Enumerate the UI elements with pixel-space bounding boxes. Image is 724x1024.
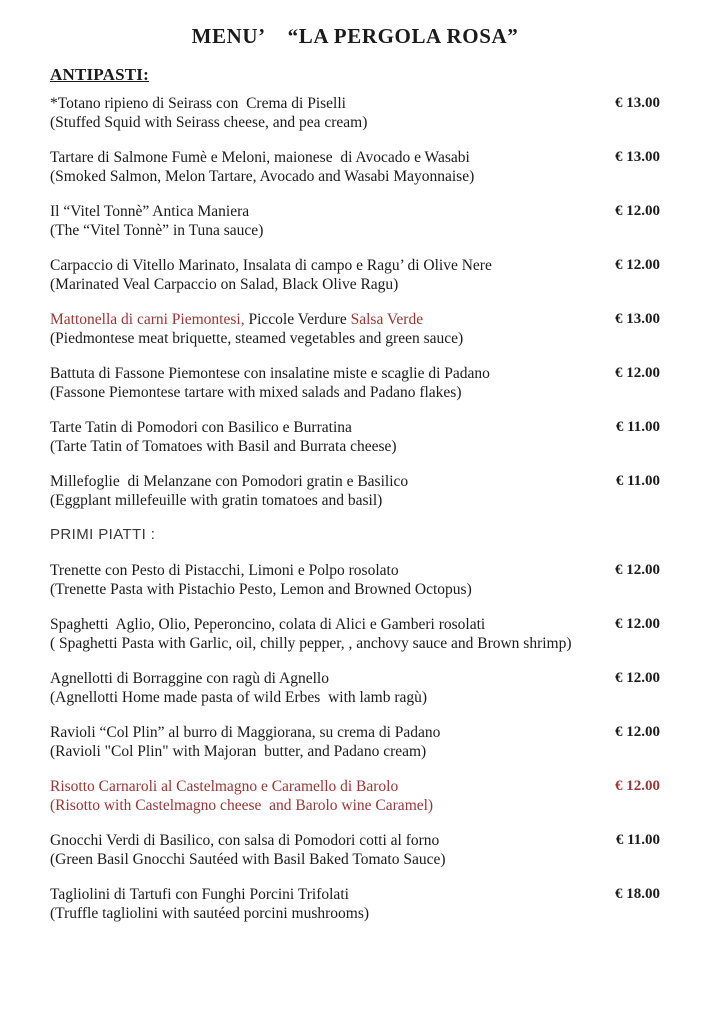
text-segment: Mattonella di carni Piemontesi, (50, 311, 245, 328)
menu-item (50, 831, 660, 869)
menu-item (50, 723, 660, 761)
item-name: Carpaccio di Vitello Marinato, Insalata di campo e Ragu’ di Olive Nere (50, 257, 492, 274)
item-description (50, 796, 601, 815)
section-antipasti (50, 65, 660, 510)
item-name (50, 310, 601, 329)
item-name: Tagliolini di Tartufi con Funghi Porcini Trifolati (50, 886, 349, 903)
item-name: Ravioli “Col Plin” al burro di Maggiorana, su crema di Padano (50, 724, 441, 741)
item-description: (Green Basil Gnocchi Sautéed with Basil Baked Tomato Sauce) (50, 851, 446, 868)
text-segment: Risotto Carnaroli al Castelmagno e Caramello di Barolo (50, 778, 399, 795)
menu-item-text (50, 885, 615, 923)
menu-item (50, 310, 660, 348)
text-segment: Salsa Verde (350, 311, 424, 328)
menu-item-text (50, 615, 615, 653)
item-name (50, 777, 601, 796)
item-price: € 18.00 (615, 886, 660, 902)
menu-item-text (50, 202, 615, 240)
menu-items (50, 561, 660, 923)
item-price: € 13.00 (615, 311, 660, 327)
menu-item-text (50, 831, 616, 869)
item-name: Trenette con Pesto di Pistacchi, Limoni e Polpo rosolato (50, 562, 399, 579)
menu-items (50, 94, 660, 510)
item-price: € 12.00 (615, 203, 660, 219)
text-segment: Piccole Verdure (244, 311, 351, 328)
menu-item-text (50, 418, 616, 456)
menu-item (50, 669, 660, 707)
item-name: Il “Vitel Tonnè” Antica Maniera (50, 203, 250, 220)
section-heading-primi-piatti: PRIMI PIATTI : (50, 526, 156, 543)
section-primi-piatti (50, 526, 660, 923)
item-name: Tartare di Salmone Fumè e Meloni, maionese di Avocado e Wasabi (50, 149, 470, 166)
menu-item-text (50, 777, 615, 815)
menu-item (50, 777, 660, 815)
item-description: (Stuffed Squid with Seirass cheese, and pea cream) (50, 114, 368, 131)
item-name: Gnocchi Verdi di Basilico, con salsa di Pomodori cotti al forno (50, 832, 440, 849)
item-price: € 12.00 (615, 724, 660, 740)
item-description: (Trenette Pasta with Pistachio Pesto, Lemon and Browned Octopus) (50, 581, 472, 598)
menu-item-text (50, 561, 615, 599)
item-description: (Marinated Veal Carpaccio on Salad, Black Olive Ragu) (50, 276, 399, 293)
item-description: (Piedmontese meat briquette, steamed vegetables and green sauce) (50, 330, 464, 347)
item-description: (Eggplant millefeuille with gratin tomatoes and basil) (50, 492, 383, 509)
item-price: € 11.00 (615, 832, 660, 848)
item-price: € 13.00 (615, 95, 660, 111)
item-description: (Agnellotti Home made pasta of wild Erbes with lamb ragù) (50, 689, 428, 706)
menu-item-text (50, 94, 615, 132)
item-description: (Truffle tagliolini with sautéed porcini mushrooms) (50, 905, 370, 922)
menu-item (50, 418, 660, 456)
menu-item (50, 615, 660, 653)
item-description: (Fassone Piemontese tartare with mixed salads and Padano flakes) (50, 384, 462, 401)
menu-item (50, 364, 660, 402)
item-name: Battuta di Fassone Piemontese con insalatine miste e scaglie di Padano (50, 365, 490, 382)
item-name: Spaghetti Aglio, Olio, Peperoncino, colata di Alici e Gamberi rosolati (50, 616, 486, 633)
item-price: € 12.00 (615, 670, 660, 686)
menu-item (50, 202, 660, 240)
item-description: ( Spaghetti Pasta with Garlic, oil, chilly pepper, , anchovy sauce and Brown shrimp) (50, 635, 572, 652)
menu-item-text (50, 472, 616, 510)
menu-item-text (50, 148, 615, 186)
item-name: *Totano ripieno di Seirass con Crema di Piselli (50, 95, 346, 112)
item-price: € 12.00 (615, 778, 660, 794)
menu-item-text (50, 310, 615, 348)
item-name: Millefoglie di Melanzane con Pomodori gratin e Basilico (50, 473, 409, 490)
menu-item (50, 256, 660, 294)
item-price: € 11.00 (615, 419, 660, 435)
item-name: Agnellotti di Borraggine con ragù di Agnello (50, 670, 329, 687)
item-price: € 12.00 (615, 616, 660, 632)
item-description: (Ravioli "Col Plin" with Majoran butter, and Padano cream) (50, 743, 427, 760)
menu-item (50, 94, 660, 132)
item-description: (Smoked Salmon, Melon Tartare, Avocado and Wasabi Mayonnaise) (50, 168, 475, 185)
item-price: € 12.00 (615, 257, 660, 273)
menu-title: MENU’ “LA PERGOLA ROSA” (191, 24, 519, 48)
item-price: € 11.00 (615, 473, 660, 489)
menu-item-text (50, 723, 615, 761)
item-price: € 12.00 (615, 365, 660, 381)
menu-item-text (50, 669, 615, 707)
menu-item (50, 885, 660, 923)
item-name: Tarte Tatin di Pomodori con Basilico e Burratina (50, 419, 352, 436)
menu-item (50, 148, 660, 186)
menu-item (50, 472, 660, 510)
item-description: (The “Vitel Tonnè” in Tuna sauce) (50, 222, 264, 239)
section-heading-antipasti: ANTIPASTI: (50, 65, 149, 84)
menu-item-text (50, 364, 615, 402)
menu-item-text (50, 256, 615, 294)
menu-item (50, 561, 660, 599)
text-segment: (Risotto with Castelmagno cheese and Barolo wine Caramel) (50, 797, 434, 814)
item-price: € 12.00 (615, 562, 660, 578)
item-description: (Tarte Tatin of Tomatoes with Basil and Burrata cheese) (50, 438, 397, 455)
item-price: € 13.00 (615, 149, 660, 165)
